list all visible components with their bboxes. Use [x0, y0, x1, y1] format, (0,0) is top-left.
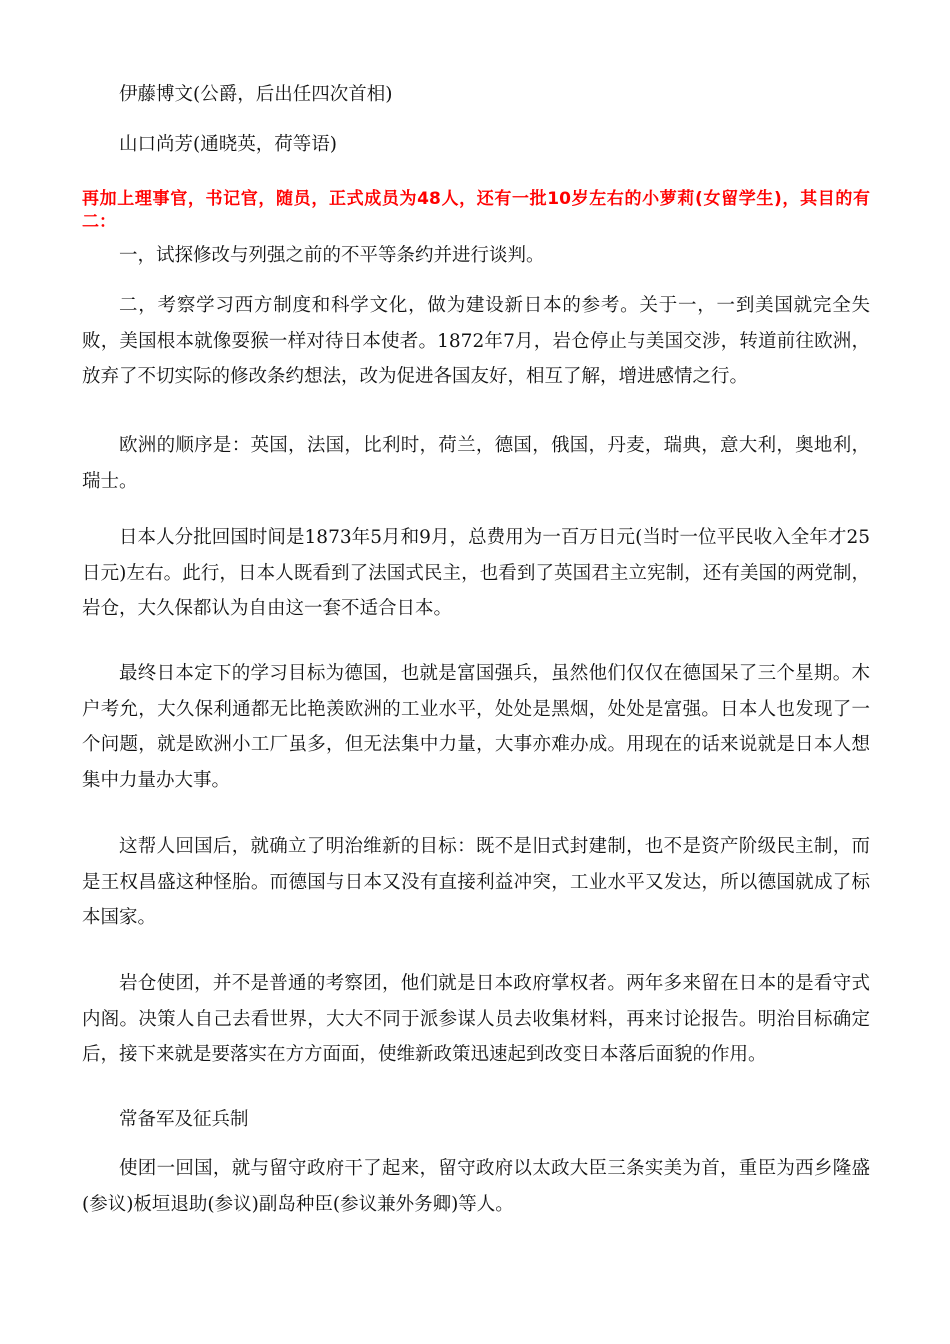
paragraph-return-cost: 日本人分批回国时间是1873年5月和9月，总费用为一百万日元(当时一位平民收入全年才25日元)左右。此行，日本人既看到了法国式民主，也看到了英国君主立宪制，还有美国的两党制，岩仓，大久保都认为自由这一套不适合日本。 — [82, 527, 870, 619]
paragraph-europe-route: 欧洲的顺序是：英国，法国，比利时，荷兰，德国，俄国，丹麦，瑞典，意大利，奥地利，瑞士。 — [82, 435, 870, 492]
section-heading-conscription: 常备军及征兵制 — [119, 1109, 249, 1130]
paragraph-iwakura-mission: 岩仓使团，并不是普通的考察团，他们就是日本政府掌权者。两年多来留在日本的是看守式内阁。决策人自己去看世界，大大不同于派参谋人员去收集材料，再来讨论报告。明治目标确定后，接下来就是要落实在方方面面，使维新政策迅速起到改变日本落后面貌的作用。 — [82, 973, 870, 1065]
paragraph-ito-hirobumi: 伊藤博文(公爵，后出任四次首相) — [119, 84, 393, 105]
paragraph-purpose-two: 二，考察学习西方制度和科学文化，做为建设新日本的参考。关于一，一到美国就完全失败，美国根本就像耍猴一样对待日本使者。1872年7月，岩仓停止与美国交涉，转道前往欧洲，放弃了不切实际的修改条约想法，改为促进各国友好，相互了解，增进感情之行。 — [82, 295, 870, 387]
paragraph-meiji-goal: 这帮人回国后，就确立了明治维新的目标：既不是旧式封建制，也不是资产阶级民主制，而是王权昌盛这种怪胎。而德国与日本又没有直接利益冲突，工业水平又发达，所以德国就成了标本国家。 — [82, 836, 870, 928]
paragraph-yamaguchi-naoyoshi: 山口尚芳(通晓英，荷等语) — [119, 134, 337, 155]
paragraph-caretaker-government: 使团一回国，就与留守政府干了起来，留守政府以太政大臣三条实美为首，重臣为西乡隆盛(参议)板垣退助(参议)副岛种臣(参议兼外务卿)等人。 — [82, 1158, 870, 1215]
paragraph-purpose-one: 一，试探修改与列强之前的不平等条约并进行谈判。 — [119, 245, 545, 266]
paragraph-germany-goal: 最终日本定下的学习目标为德国，也就是富国强兵，虽然他们仅仅在德国呆了三个星期。木户考允，大久保利通都无比艳羡欧洲的工业水平，处处是黑烟，处处是富强。日本人也发现了一个问题，就是欧洲小工厂虽多，但无法集中力量，大事亦难办成。用现在的话来说就是日本人想集中力量办大事。 — [82, 663, 870, 791]
highlighted-paragraph-mission-purpose: 再加上理事官，书记官，随员，正式成员为48人，还有一批10岁左右的小萝莉(女留学生)，其目的有二： — [82, 189, 870, 232]
